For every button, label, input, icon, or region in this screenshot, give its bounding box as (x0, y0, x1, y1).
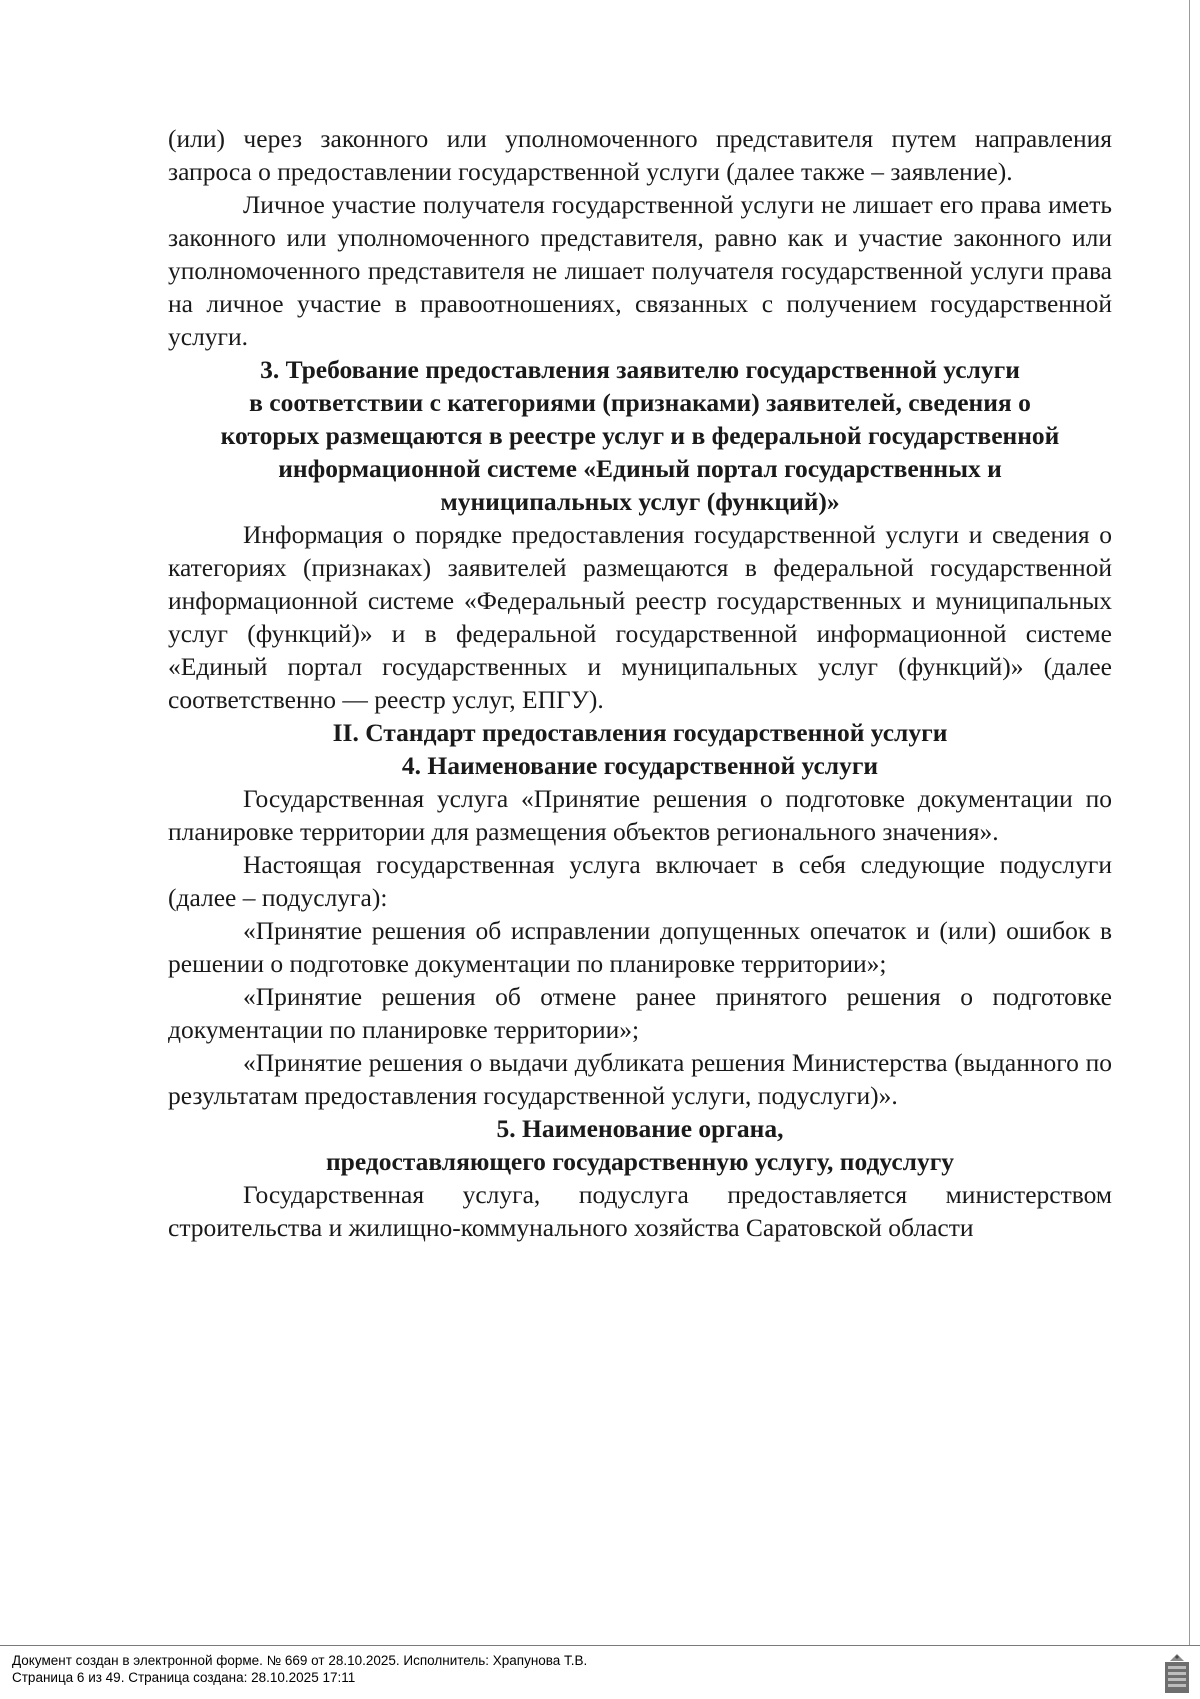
part-2-heading: II. Стандарт предоставления государственной услуги (332, 718, 948, 747)
section-3-heading (168, 353, 1112, 518)
document-footer (0, 1645, 1200, 1699)
section-3-paragraph: Информация о порядке предоставления государственной услуги и сведения о категориях (признаках) заявителей размещаются в федеральной государственной информационной системе «Федеральный реестр государственных и муниципальных услуг (функций)» и в федеральной государственной информационной системе «Единый портал государственных и муниципальных услуг (функций)» (далее соответственно — реестр услуг, ЕПГУ). (168, 520, 1112, 714)
document-stamp-icon (1164, 1652, 1190, 1694)
paragraph-personal-participation: Личное участие получателя государственной услуги не лишает его права иметь законного или уполномоченного представителя, равно как и участие законного или уполномоченного представителя не лишает получателя государственной услуги права на личное участие в правоотношениях, связанных с получением государственной услуги. (168, 190, 1112, 351)
section-4-paragraph: Настоящая государственная услуга включает в себя следующие подуслуги (далее – подуслуга): (168, 850, 1112, 912)
footer-text (12, 1652, 587, 1686)
section-5-heading-line: 5. Наименование органа, (496, 1114, 784, 1143)
page-edge-line (1189, 0, 1190, 1645)
section-3-heading-line: информационной системе «Единый портал государственных и (278, 454, 1002, 483)
section-3-heading-line: муниципальных услуг (функций)» (440, 487, 840, 516)
subservice-item: «Принятие решения об отмене ранее принятого решения о подготовке документации по планировке территории»; (168, 982, 1112, 1044)
section-4-paragraph: Государственная услуга «Принятие решения о подготовке документации по планировке территории для размещения объектов регионального значения». (168, 784, 1112, 846)
section-3-heading-line: в соответствии с категориями (признаками) заявителей, сведения о (249, 388, 1031, 417)
section-5-paragraph: Государственная услуга, подуслуга предоставляется министерством строительства и жилищно-коммунального хозяйства Саратовской области (168, 1180, 1112, 1242)
section-3-heading-line: которых размещаются в реестре услуг и в федеральной государственной (220, 421, 1060, 450)
footer-line-2: Страница 6 из 49. Страница создана: 28.10.2025 17:11 (12, 1670, 356, 1685)
section-3-heading-line: 3. Требование предоставления заявителю государственной услуги (260, 355, 1020, 384)
section-5-heading-line: предоставляющего государственную услугу, подуслугу (325, 1147, 955, 1176)
footer-line-1: Документ создан в электронной форме. № 669 от 28.10.2025. Исполнитель: Храпунова Т.В. (12, 1653, 588, 1668)
document-body (168, 122, 1112, 1244)
subservice-item: «Принятие решения о выдачи дубликата решения Министерства (выданного по результатам предоставления государственной услуги, подуслуги)». (168, 1048, 1112, 1110)
paragraph-continuation: (или) через законного или уполномоченного представителя путем направления запроса о предоставлении государственной услуги (далее также – заявление). (168, 124, 1112, 186)
section-4-heading: 4. Наименование государственной услуги (401, 751, 879, 780)
subservice-item: «Принятие решения об исправлении допущенных опечаток и (или) ошибок в решении о подготовке документации по планировке территории»; (168, 916, 1112, 978)
section-5-heading (168, 1112, 1112, 1178)
